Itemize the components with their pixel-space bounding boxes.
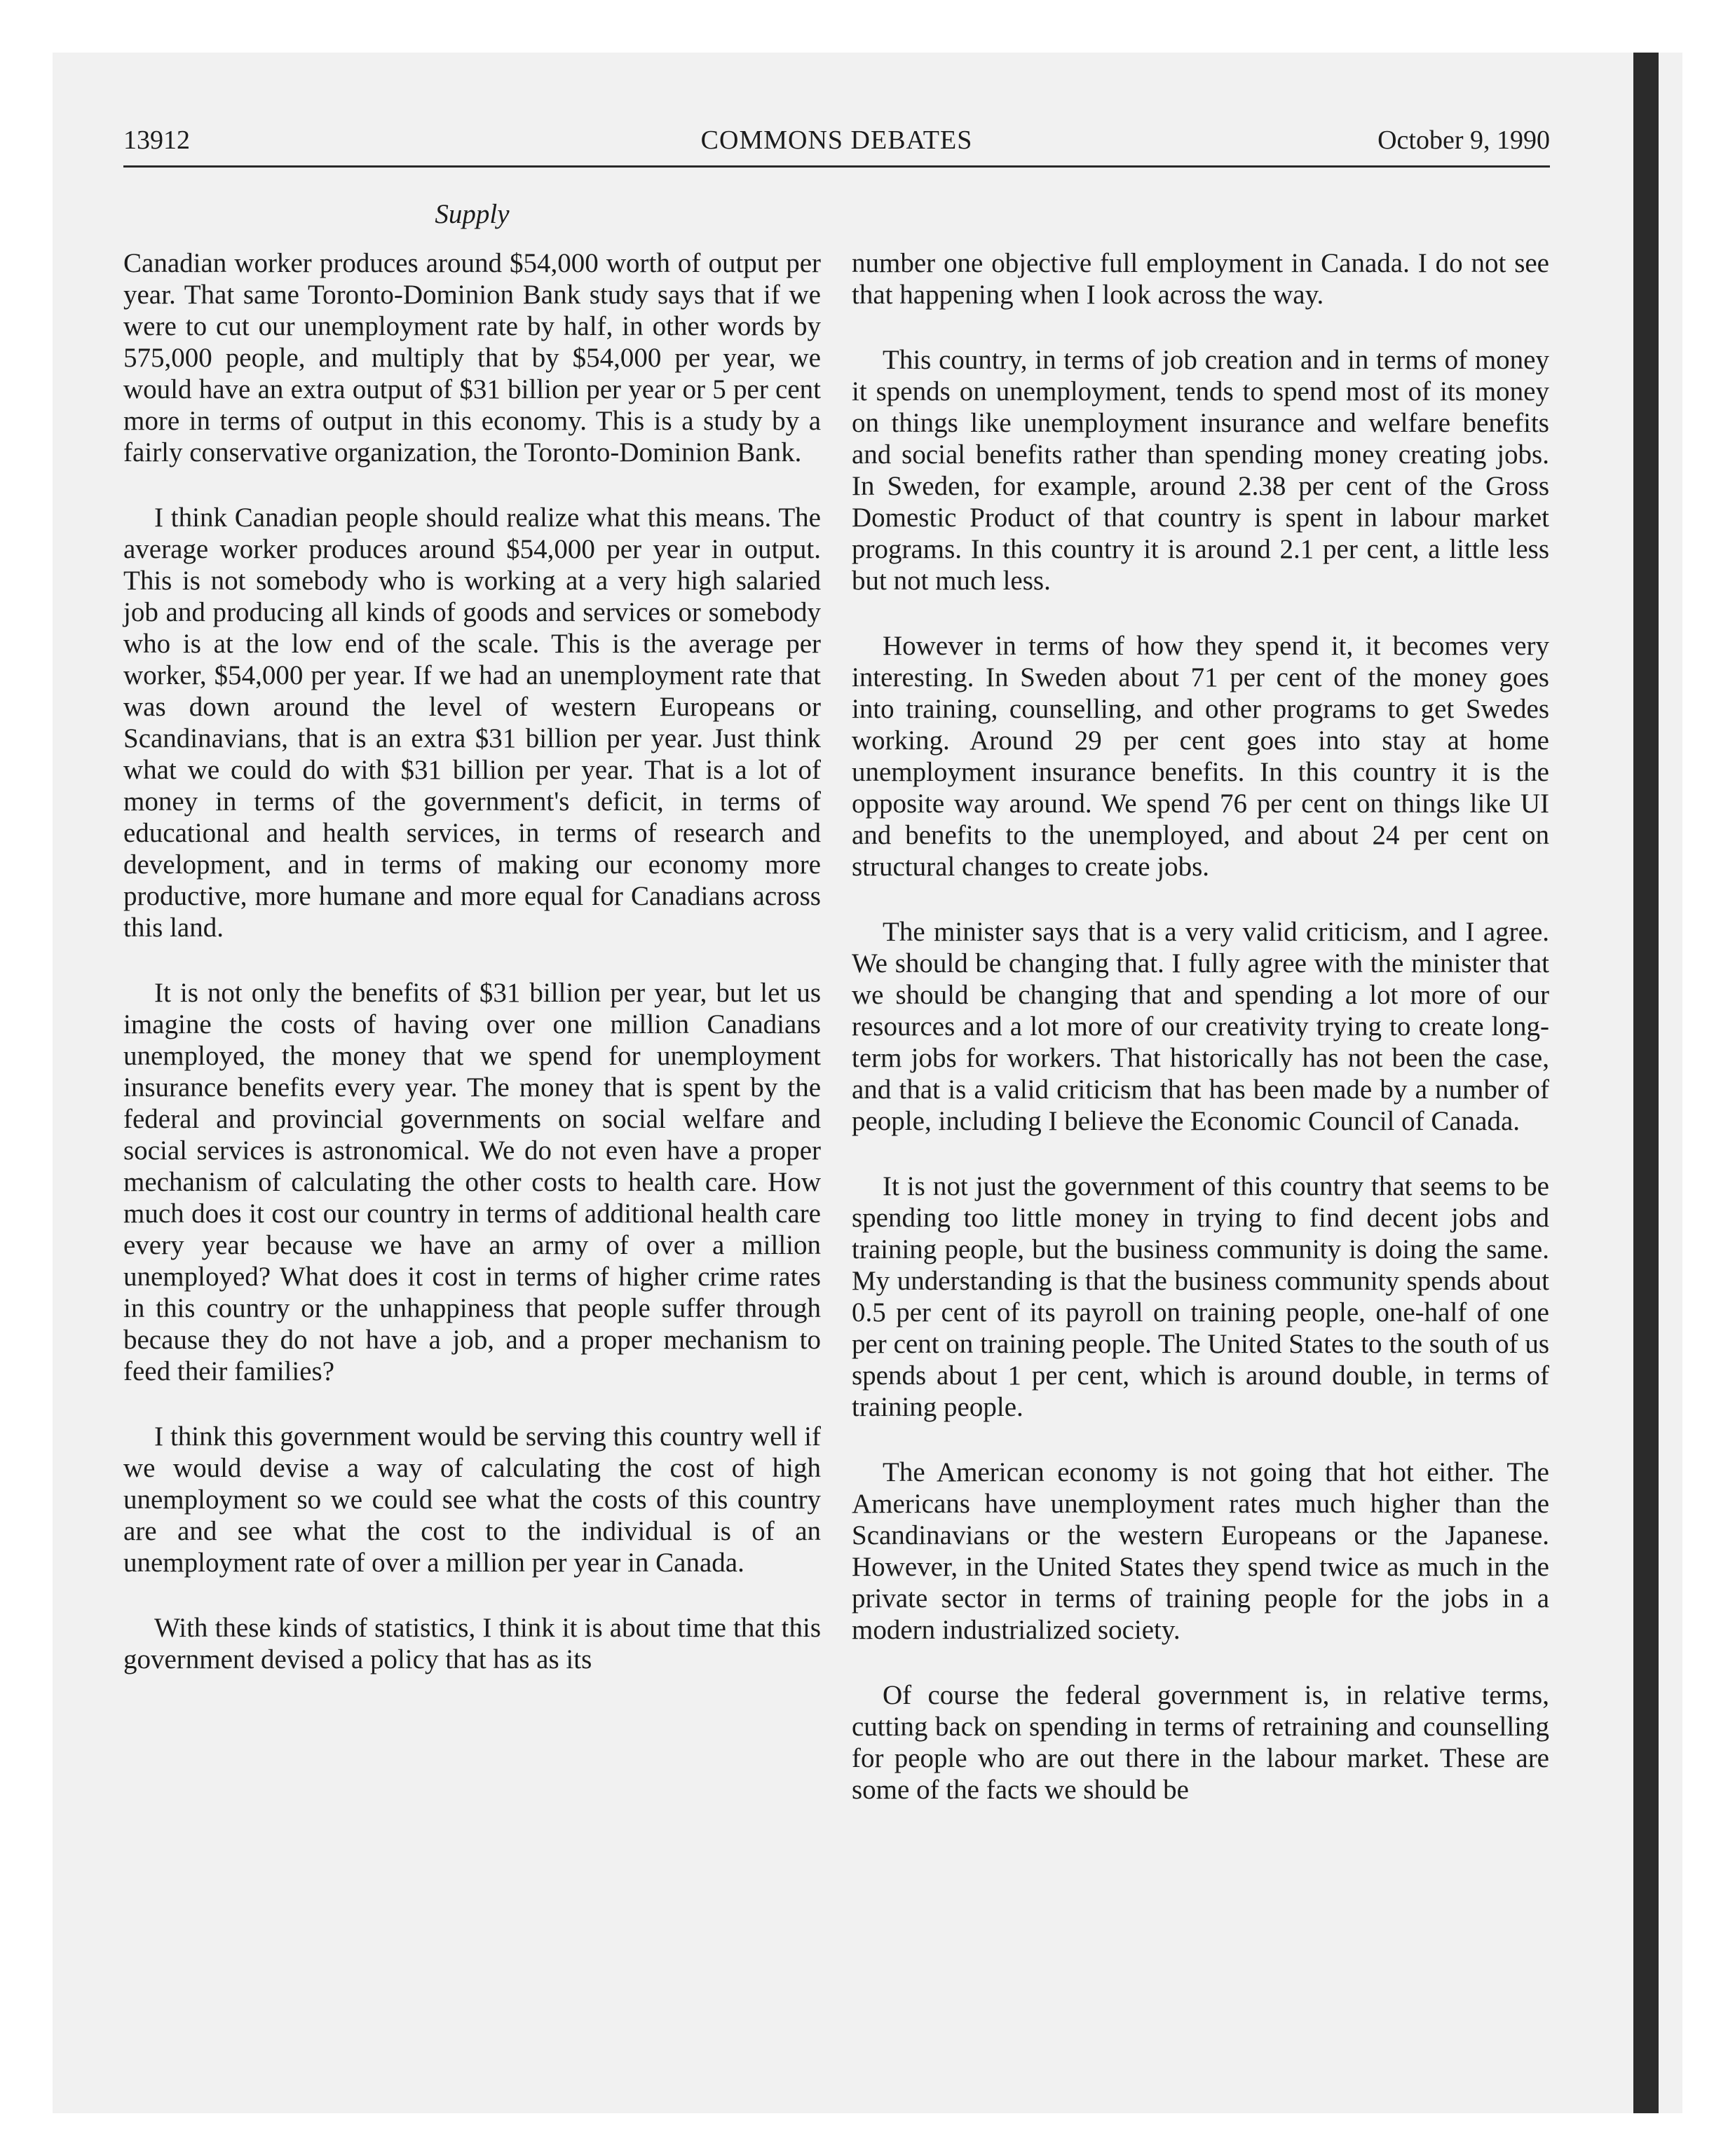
- section-title: Supply: [435, 199, 510, 229]
- page-number: 13912: [123, 125, 190, 155]
- paragraph: It is not only the benefits of $31 billion per year, but let us imagine the costs of having over one million Canadians unemployed, the money that we spend for unemployment insurance benefits every year. The money that is spent by the federal and provincial governments on social welfare and social services is astronomical. We do not even have a proper mechanism of calculating the other costs to health care. How much does it cost our country in terms of additional health care every year because we have an army of over a million unemployed? What does it cost in terms of higher crime rates in this country or the unhappiness that people suffer through because they do not have a job, and a proper mechanism to feed their families?: [123, 978, 821, 1386]
- scan-edge-bar: [1633, 53, 1659, 2113]
- paragraph: With these kinds of statistics, I think it is about time that this government devised a policy that has as its: [123, 1613, 821, 1674]
- left-column: [123, 247, 821, 1675]
- publication-title: COMMONS DEBATES: [700, 125, 973, 155]
- paragraph: Canadian worker produces around $54,000 worth of output per year. That same Toronto-Dominion Bank study says that if we were to cut our unemployment rate by half, in other words by 575,000 people, and multiply that by $54,000 per year, we would have an extra output of $31 billion per year or 5 per cent more in terms of output in this economy. This is a study by a fairly conservative organization, the Toronto-Dominion Bank.: [123, 248, 821, 468]
- header-divider: [123, 165, 1550, 168]
- right-column: [852, 247, 1549, 1806]
- header-date: October 9, 1990: [1377, 125, 1550, 155]
- paragraph: Of course the federal government is, in relative terms, cutting back on spending in terms of retraining and counselling for people who are out there in the labour market. These are some of the facts we should be: [852, 1680, 1549, 1805]
- paragraph: I think Canadian people should realize what this means. The average worker produces around $54,000 per year in output. This is not somebody who is working at a very high salaried job and producing all kinds of goods and services or somebody who is at the low end of the scale. This is the average per worker, $54,000 per year. If we had an unemployment rate that was down around the level of western Europeans or Scandinavians, that is an extra $31 billion per year. Just think what we could do with $31 billion per year. That is a lot of money in terms of the government's deficit, in terms of educational and health services, in terms of research and development, and in terms of making our economy more productive, more humane and more equal for Canadians across this land.: [123, 503, 821, 943]
- paragraph: The American economy is not going that hot either. The Americans have unemployment rates much higher than the Scandinavians or the western Europeans or the Japanese. However, in the United States they spend twice as much in the private sector in terms of training people for the jobs in a modern industrialized society.: [852, 1457, 1549, 1645]
- page-header: [123, 123, 1550, 167]
- paragraph: The minister says that is a very valid criticism, and I agree. We should be changing that. I fully agree with the minister that we should be changing that and spending a lot more of our resources and a lot more of our creativity trying to create long-term jobs for workers. That historically has not been the case, and that is a valid criticism that has been made by a number of people, including I believe the Economic Council of Canada.: [852, 917, 1549, 1136]
- paragraph: It is not just the government of this country that seems to be spending too little money in trying to find decent jobs and training people, but the business community is doing the same. My understanding is that the business community spends about 0.5 per cent of its payroll on training people, one-half of one per cent on training people. The United States to the south of us spends about 1 per cent, which is around double, in terms of training people.: [852, 1171, 1549, 1422]
- paragraph: number one objective full employment in Canada. I do not see that happening when I look across the way.: [852, 248, 1549, 310]
- paragraph: This country, in terms of job creation and in terms of money it spends on unemployment, tends to spend most of its money on things like unemployment insurance and welfare benefits and social benefits rather than spending money creating jobs. In Sweden, for example, around 2.38 per cent of the Gross Domestic Product of that country is spent in labour market programs. In this country it is around 2.1 per cent, a little less but not much less.: [852, 345, 1549, 596]
- paragraph: I think this government would be serving this country well if we would devise a way of calculating the cost of high unemployment so we could see what the costs of this country are and see what the cost to the individual is of an unemployment rate of over a million per year in Canada.: [123, 1421, 821, 1578]
- paragraph: However in terms of how they spend it, it becomes very interesting. In Sweden about 71 per cent of the money goes into training, counselling, and other programs to get Swedes working. Around 29 per cent goes into stay at home unemployment insurance benefits. In this country it is the opposite way around. We spend 76 per cent on things like UI and benefits to the unemployed, and about 24 per cent on structural changes to create jobs.: [852, 631, 1549, 882]
